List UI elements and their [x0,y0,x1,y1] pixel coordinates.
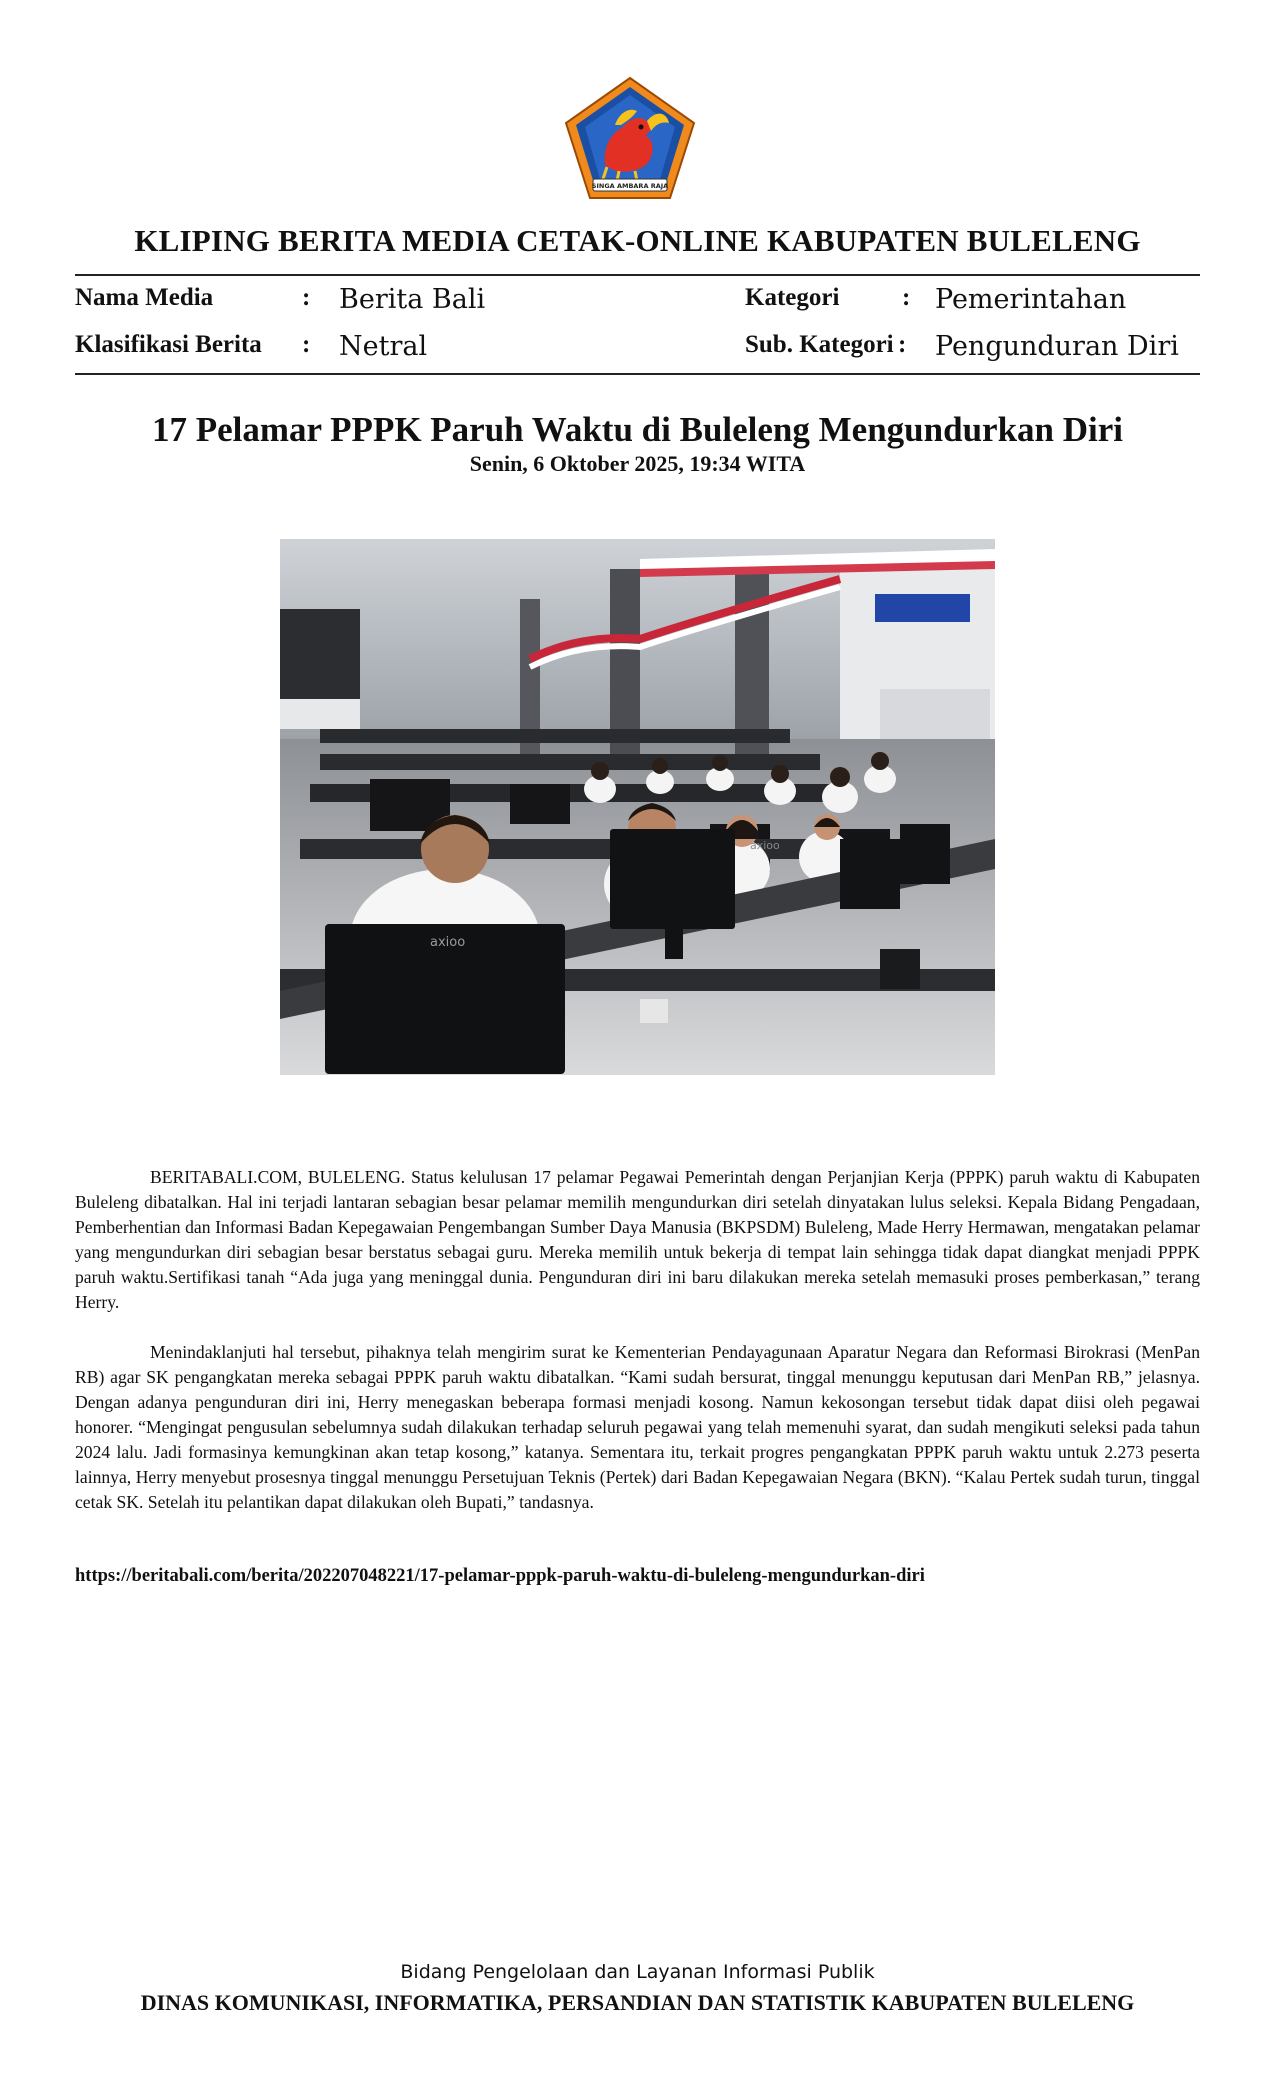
article-title: 17 Pelamar PPPK Paruh Waktu di Buleleng Mengundurkan Diri [151,410,1124,449]
category-colon: : [902,284,911,311]
source-url-link[interactable]: https://beritabali.com/berita/202207048221/17-pelamar-pppk-paruh-waktu-di-buleleng-mengundurkan-diri [75,1566,925,1586]
footer-agency: DINAS KOMUNIKASI, INFORMATIKA, PERSANDIAN DAN STATISTIK KABUPATEN BULELENG [140,1990,1135,2015]
media-name-label: Nama Media [75,284,214,311]
clipping-header-title: KLIPING BERITA MEDIA CETAK-ONLINE KABUPATEN BULELENG [134,223,1141,258]
sub-category-label: Sub. Kategori [745,331,894,358]
media-name-colon: : [302,284,311,311]
media-name-value: Berita Bali [339,284,486,315]
header-top-rule [75,274,1200,276]
article-photo [280,539,995,1075]
sub-category-value: Pengunduran Diri [935,331,1179,362]
article-date: Senin, 6 Oktober 2025, 19:34 WITA [469,451,806,476]
buleleng-emblem-logo [563,75,697,201]
classification-value: Netral [339,331,428,362]
classification-label: Klasifikasi Berita [75,331,262,358]
header-bottom-rule [75,373,1200,375]
category-label: Kategori [745,284,840,311]
sub-category-colon: : [898,331,907,358]
article-body-paragraph-2: Menindaklanjuti hal tersebut, pihaknya telah mengirim surat ke Kementerian Pendayagunaan Aparatur Negara dan Reformasi Birokrasi (MenPan RB) agar SK pengangkatan mereka sebagai PPPK paruh waktu dibatalkan. “Kami sudah bersurat, tinggal menunggu keputusan dari MenPan RB,” jelasnya. Dengan adanya pengunduran diri ini, Herry menegaskan beberapa formasi menjadi kosong. Namun kekosongan tersebut tidak dapat diisi oleh pegawai honorer. “Mengingat pengusulan sebelumnya sudah dilakukan terhadap seluruh pegawai yang telah memenuhi syarat, dan sudah mengikuti seleksi pada tahun 2024 lalu. Jadi formasinya kemungkinan akan tetap kosong,” katanya. Sementara itu, terkait progres pengangkatan PPPK paruh waktu untuk 2.273 peserta lainnya, Herry menyebut prosesnya tinggal menunggu Persetujuan Teknis (Pertek) dari Badan Kepegawaian Negara (BKN). “Kalau Pertek sudah turun, tinggal cetak SK. Setelah itu pelantikan dapat dilakukan oleh Bupati,” tandasnya. [75,1342,1200,1512]
front-monitor-brand-label: axioo [430,935,466,950]
classification-colon: : [302,331,311,358]
footer-department: Bidang Pengelolaan dan Layanan Informasi Publik [400,1961,875,1983]
category-value: Pemerintahan [935,284,1127,315]
article-body-paragraph-1: BERITABALI.COM, BULELENG. Status kelulusan 17 pelamar Pegawai Pemerintah dengan Perjanjian Kerja (PPPK) paruh waktu di Kabupaten Buleleng dibatalkan. Hal ini terjadi lantaran sebagian besar pelamar memilih mengundurkan diri setelah dinyatakan lulus seleksi. Kepala Bidang Pengadaan, Pemberhentian dan Informasi Badan Kepegawaian Pengembangan Sumber Daya Manusia (BKPSDM) Buleleng, Made Herry Hermawan, mengatakan pelamar yang mengundurkan diri sebagian besar berstatus sebagai guru. Mereka memilih untuk bekerja di tempat lain sehingga tidak dapat diangkat menjadi PPPK paruh waktu.Sertifikasi tanah “Ada juga yang meninggal dunia. Pengunduran diri ini baru dilakukan mereka setelah memasuki proses pemberkasan,” terang Herry. [75,1167,1200,1312]
monitor-brand-label: axioo [750,839,780,852]
logo-motto: SINGA AMBARA RAJA [591,182,669,190]
